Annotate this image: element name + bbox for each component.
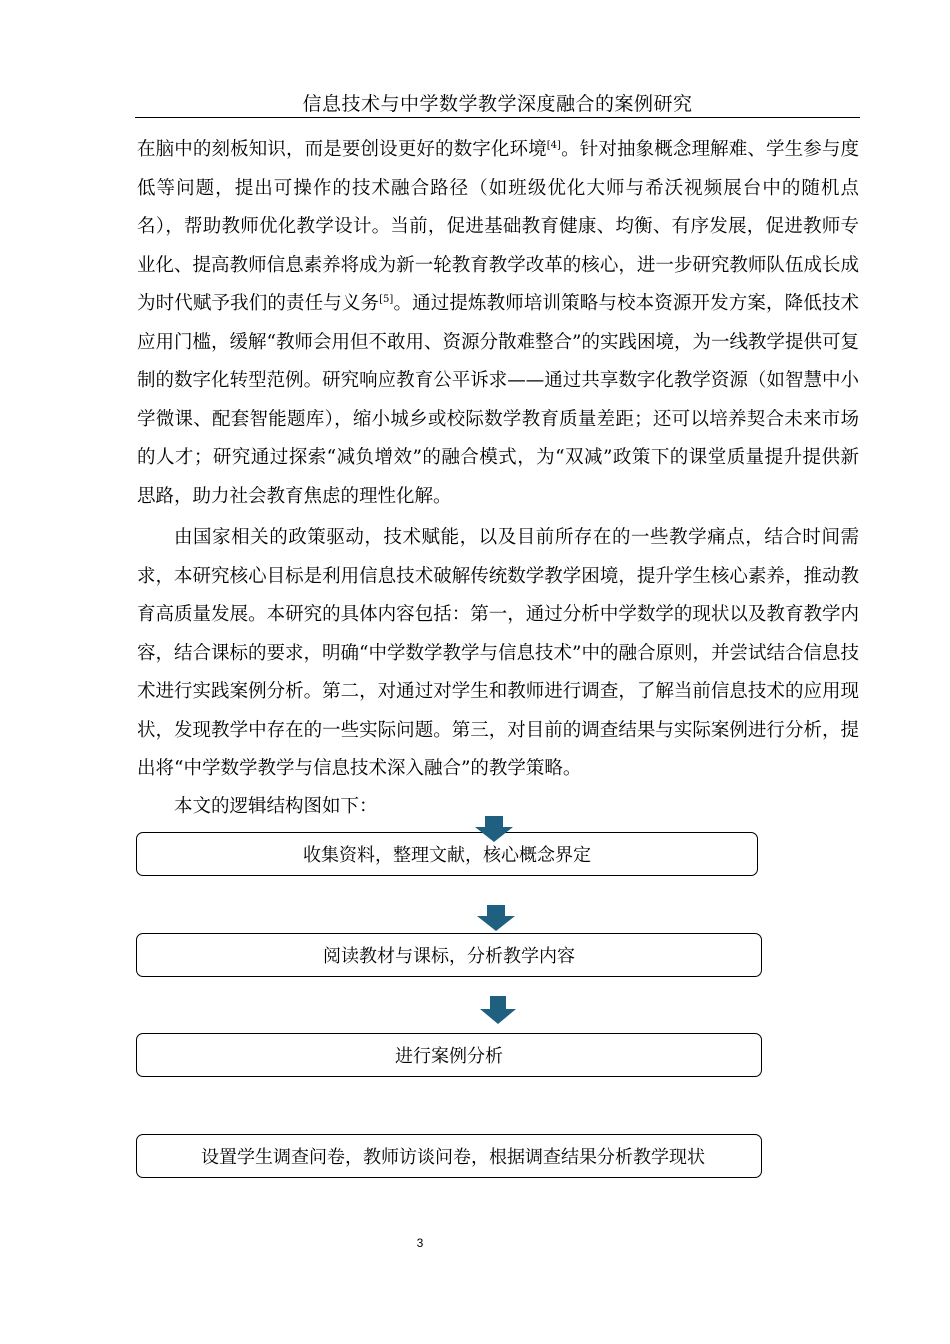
flowchart-step-2: 阅读教材与课标，分析教学内容 [136,933,762,977]
body-paragraph-1 [137,131,859,516]
down-arrow-icon [477,905,515,931]
page-number: 3 [416,1236,424,1250]
flowchart-intro: 本文的逻辑结构图如下： [174,796,378,817]
flowchart-step-4: 设置学生调查问卷，教师访谈问卷，根据调查结果分析教学现状 [136,1134,762,1178]
paragraph-1-text-c: 。通过提炼教师培训策略与校本资源开发方案，降低技术应用门槛，缓解“教师会用但不敢用、资源分散难整合”的实践困境，为一线教学提供可复制的数字化转型范例。研究响应教育公平诉求——通过共享数字化教学资源（如智慧中小学微课、配套智能题库），缩小城乡或校际数学教育质量差距；还可以培养契合未来市场的人才；研究通过探索“减负增效”的融合模式，为“双减”政策下的课堂质量提升提供新思路，助力社会教育焦虑的理性化解。 [137,293,859,507]
page-header-title: 信息技术与中学数学教学深度融合的案例研究 [302,93,693,115]
citation-5: [5] [379,293,394,305]
body-paragraph-2: 由国家相关的政策驱动，技术赋能，以及目前所存在的一些教学痛点，结合时间需求，本研究核心目标是利用信息技术破解传统数学教学困境，提升学生核心素养，推动教育高质量发展。本研究的具体内容包括：第一，通过分析中学数学的现状以及教育教学内容，结合课标的要求，明确“中学数学教学与信息技术”中的融合原则，并尝试结合信息技术进行实践案例分析。第二，对通过对学生和教师进行调查，了解当前信息技术的应用现状，发现教学中存在的一些实际问题。第三，对目前的调查结果与实际案例进行分析，提出将“中学数学教学与信息技术深入融合”的教学策略。 [137,527,859,779]
header-divider [135,117,860,118]
flowchart-step-3: 进行案例分析 [136,1033,762,1077]
paragraph-1-text-a: 在脑中的刻板知识，而是要创设更好的数字化环境 [137,139,547,160]
down-arrow-icon [475,816,513,842]
citation-4: [4] [546,139,561,151]
paragraph-1-text-b: 。针对抽象概念理解难、学生参与度低等问题，提出可操作的技术融合路径（如班级优化大师与希沃视频展台中的随机点名），帮助教师优化教学设计。当前，促进基础教育健康、均衡、有序发展，促进教师专业化、提高教师信息素养将成为新一轮教育教学改革的核心，进一步研究教师队伍成长成为时代赋予我们的责任与义务 [137,139,859,314]
down-arrow-icon [479,996,517,1024]
flowchart-step-1: 收集资料，整理文献，核心概念界定 [136,832,758,876]
